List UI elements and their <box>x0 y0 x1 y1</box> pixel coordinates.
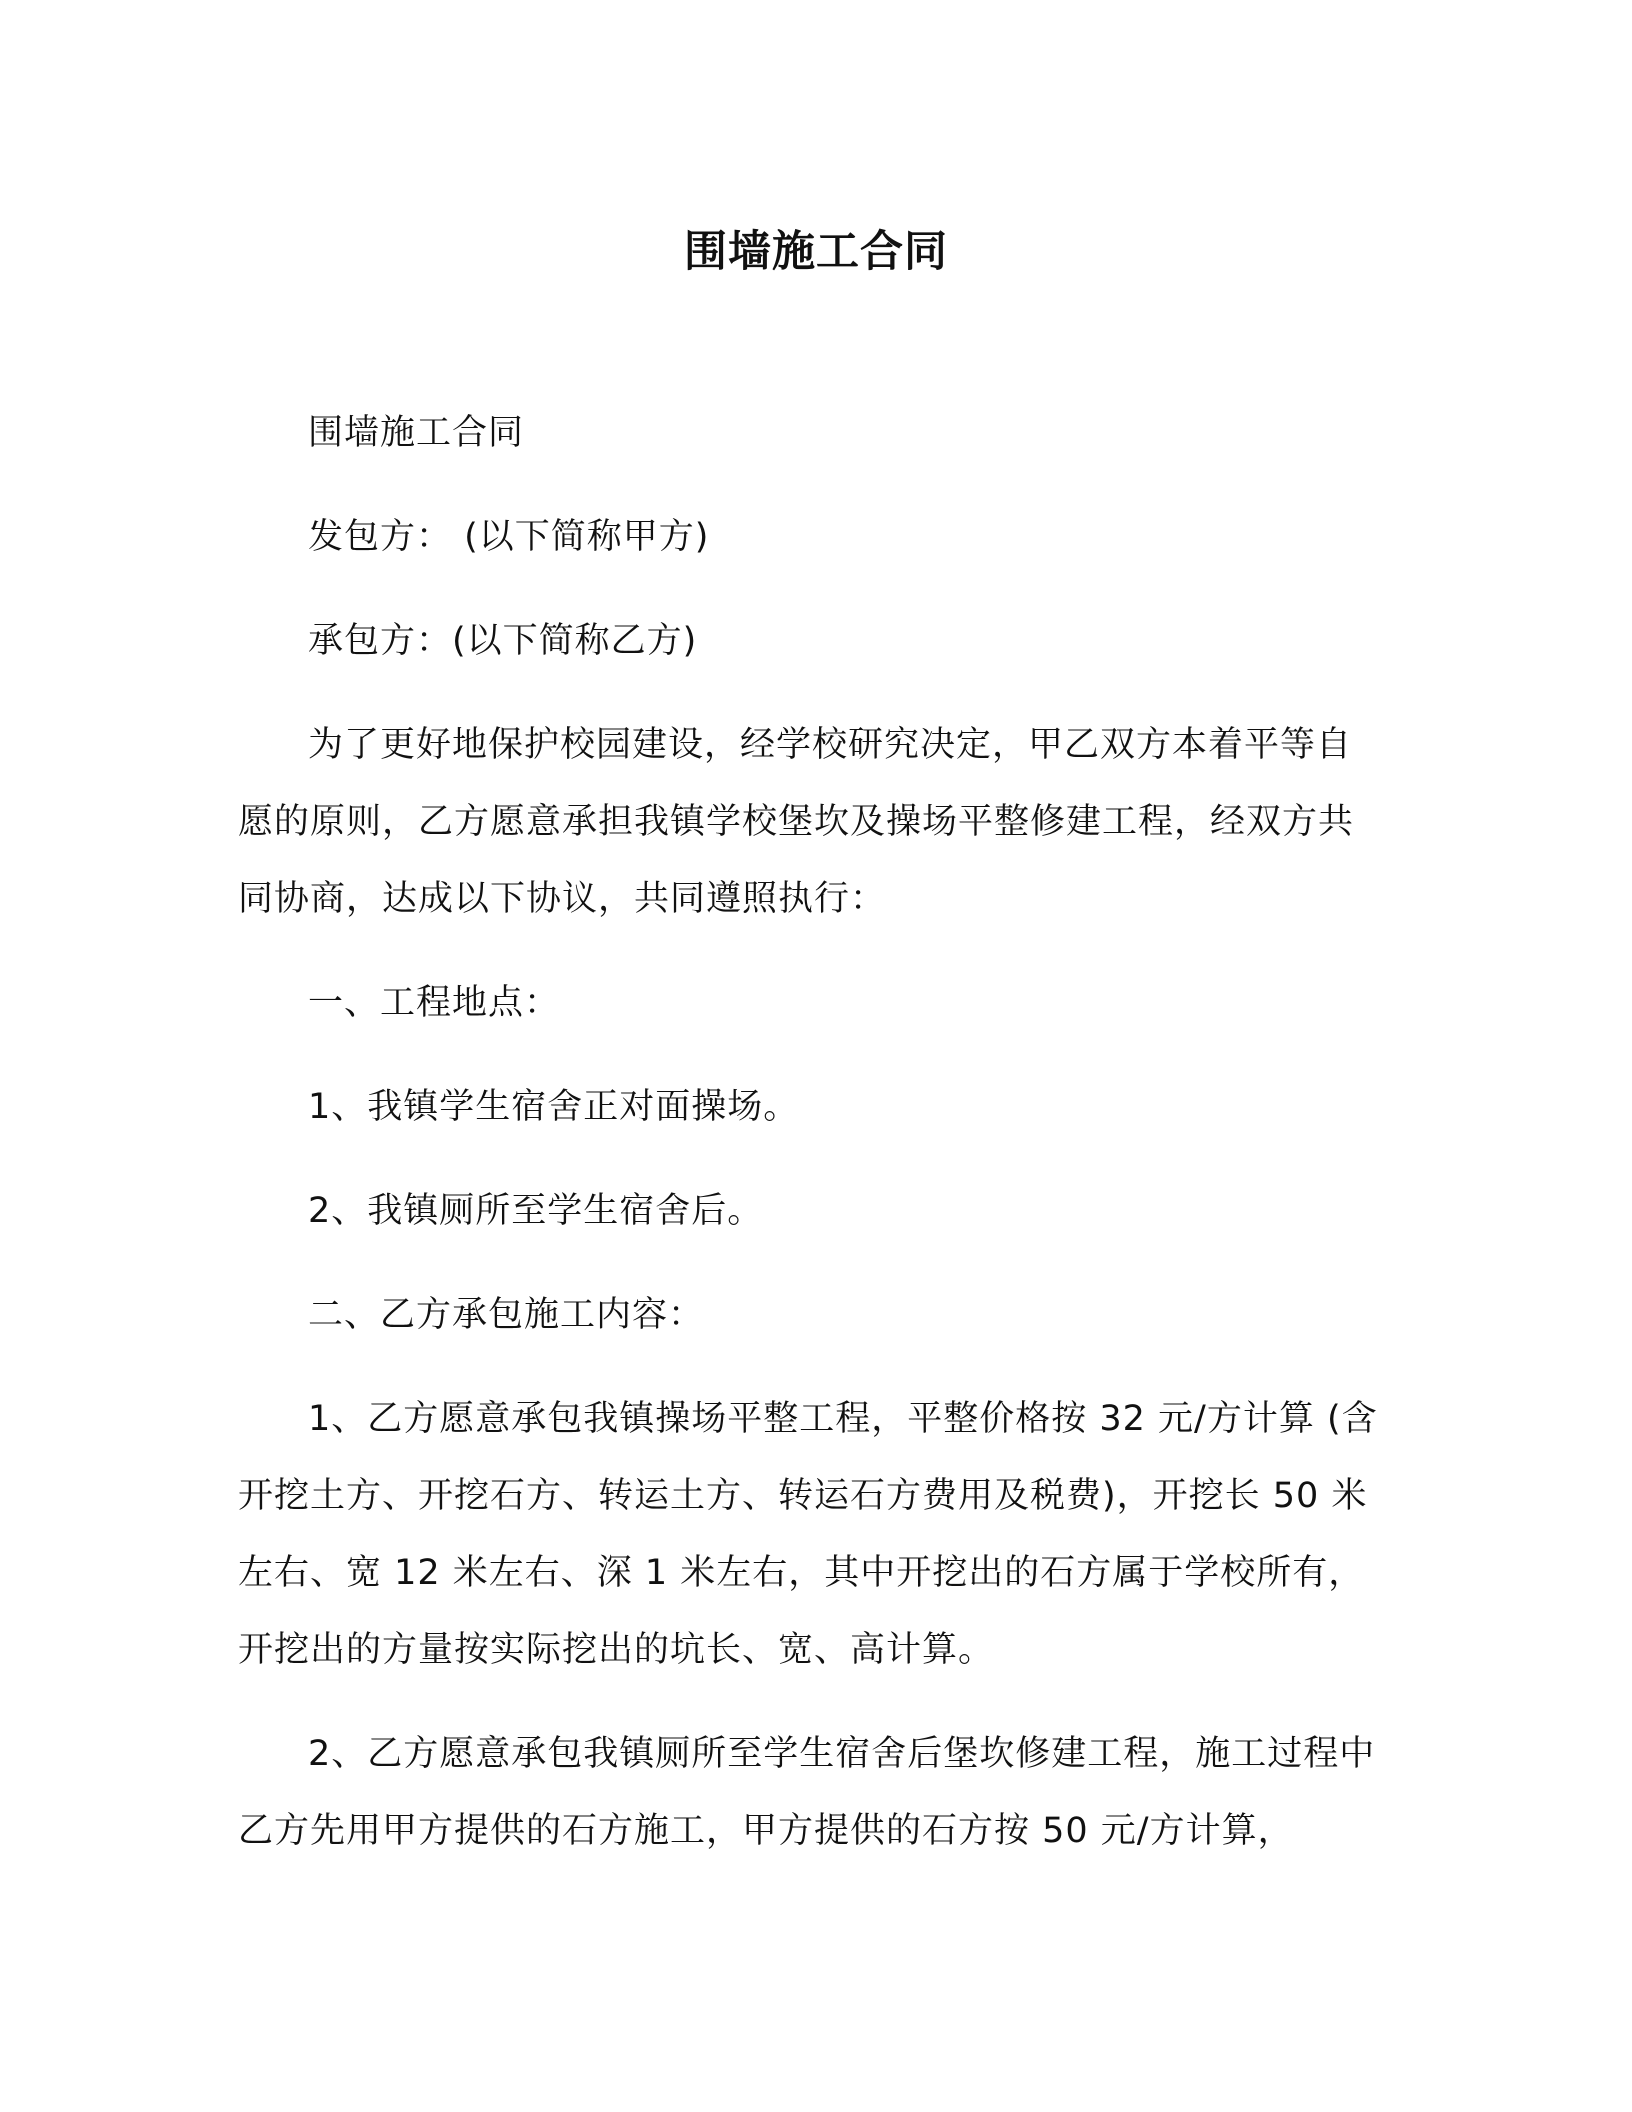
paragraph-scope-2: 2、乙方愿意承包我镇厕所至学生宿舍后堡坎修建工程，施工过程中乙方先用甲方提供的石方施工，甲方提供的石方按 50 元/方计算， <box>238 1734 1376 1851</box>
paragraph-location-1: 1、我镇学生宿舍正对面操场。 <box>308 1087 800 1127</box>
paragraph-contractor: 承包方：(以下简称乙方) <box>308 621 698 661</box>
paragraph-employer: 发包方： (以下简称甲方) <box>308 517 710 557</box>
document-title: 围墙施工合同 <box>684 227 948 277</box>
paragraph-location-2: 2、我镇厕所至学生宿舍后。 <box>308 1191 764 1231</box>
paragraph-preamble: 为了更好地保护校园建设，经学校研究决定，甲乙双方本着平等自愿的原则，乙方愿意承担我镇学校堡坎及操场平整修建工程，经双方共同协商，达成以下协议，共同遵照执行： <box>238 725 1355 919</box>
section-heading-scope: 二、乙方承包施工内容： <box>308 1295 705 1335</box>
paragraph-subtitle: 围墙施工合同 <box>308 413 525 453</box>
section-heading-location: 一、工程地点： <box>308 983 561 1023</box>
paragraph-scope-1: 1、乙方愿意承包我镇操场平整工程，平整价格按 32 元/方计算 (含开挖土方、开挖石方、转运土方、转运石方费用及税费)，开挖长 50 米左右、宽 12 米左右、深 1 米左右，其中开挖出的石方属于学校所有，开挖出的方量按实际挖出的坑长、宽、高计算。 <box>238 1399 1378 1670</box>
document-body <box>238 395 1378 1897</box>
